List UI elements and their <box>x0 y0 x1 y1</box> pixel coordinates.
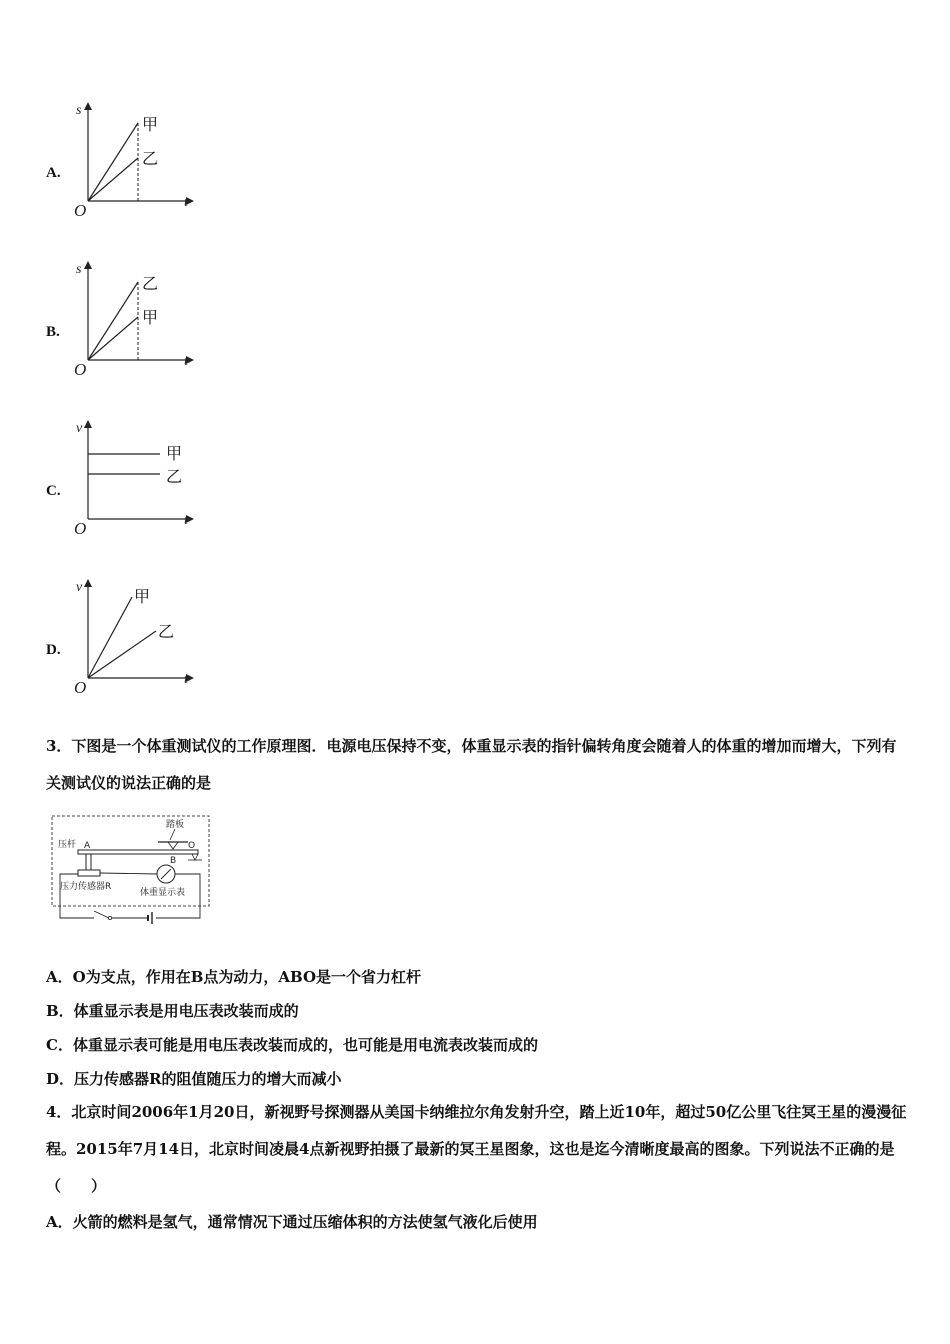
y-axis-label: s <box>76 262 82 277</box>
series-label-2: 乙 <box>142 149 159 168</box>
y-axis-label: v <box>76 580 83 595</box>
x-axis-label: t <box>184 672 188 687</box>
series-line-2 <box>88 158 138 201</box>
q3-circuit-figure <box>48 812 213 932</box>
series-line-2 <box>88 317 138 360</box>
origin-label: O <box>74 519 87 538</box>
sensor-resistor <box>78 870 100 876</box>
y-axis-arrow <box>84 102 92 110</box>
pedal-pointer <box>170 829 175 840</box>
origin-label: O <box>74 201 87 220</box>
point-o-label: O <box>188 841 196 851</box>
q4-choice-a: A．火箭的燃料是氢气，通常情况下通过压缩体积的方法使氢气液化后使用 <box>46 1213 538 1231</box>
dashed-frame <box>52 816 209 906</box>
y-axis-label: s <box>76 103 82 118</box>
series-line-1 <box>88 123 138 201</box>
q3-choice-d: D．压力传感器R的阻值随压力的增大而减小 <box>46 1070 342 1088</box>
series-label-1: 甲 <box>142 115 159 134</box>
series-label-2: 乙 <box>158 622 175 641</box>
fulcrum <box>192 854 198 860</box>
y-axis-arrow <box>84 261 92 269</box>
option-a-label: A. <box>46 165 61 181</box>
series-label-1: 甲 <box>134 587 151 606</box>
option-a-graph <box>68 98 208 218</box>
y-axis-arrow <box>84 579 92 587</box>
origin-label: O <box>74 360 87 379</box>
x-axis-label: t <box>184 195 188 210</box>
q3-choice-b: B．体重显示表是用电压表改装而成的 <box>46 1002 299 1020</box>
series-label-1: 甲 <box>166 444 183 463</box>
series-line-1 <box>88 282 138 360</box>
series-line-2 <box>88 631 156 678</box>
q3-stem: 3．下图是一个体重测试仪的工作原理图．电源电压保持不变，体重显示表的指针偏转角度会随着人的体重的增加而增大，下列有关测试仪的说法正确的是 <box>46 737 897 792</box>
sensor-label: 压力传感器R <box>60 882 112 892</box>
meter-label: 体重显示表 <box>140 888 186 898</box>
series-label-2: 乙 <box>166 467 183 486</box>
q3-choice-a: A．O为支点，作用在B点为动力，ABO是一个省力杠杆 <box>46 968 422 986</box>
y-axis-label: v <box>76 421 83 436</box>
option-d-label: D. <box>46 642 61 658</box>
point-b-label: B <box>170 856 177 866</box>
x-axis-label: t <box>184 354 188 369</box>
meter-needle <box>161 869 171 879</box>
q3-choice-c: C．体重显示表可能是用电压表改装而成的，也可能是用电流表改装而成的 <box>46 1036 538 1054</box>
x-axis-label: t <box>184 513 188 528</box>
point-a-label: A <box>84 841 91 851</box>
lever-bar <box>78 850 198 854</box>
switch-lever <box>94 911 109 918</box>
option-b-graph <box>68 257 208 377</box>
lever-label: 压杆 <box>58 840 77 850</box>
series-line-1 <box>88 597 132 678</box>
y-axis-arrow <box>84 420 92 428</box>
option-d-graph <box>68 575 208 695</box>
option-c-label: C. <box>46 483 61 499</box>
pedal-support <box>168 842 178 849</box>
origin-label: O <box>74 678 87 697</box>
q4-stem: 4．北京时间2006年1月20日，新视野号探测器从美国卡纳维拉尔角发射升空，踏上近10年，超过50亿公里飞往冥王星的漫漫征程。2015年7月14日，北京时间凌晨4点新视野拍摄了最新的冥王星图象，这也是迄今清晰度最高的图象。下列说法不正确的是（ ） <box>46 1103 907 1195</box>
wire-sensor-meter <box>100 873 157 874</box>
pedal-label: 踏板 <box>166 820 185 830</box>
series-label-1: 乙 <box>142 274 159 293</box>
option-c-graph <box>68 416 208 536</box>
wire-left <box>60 874 94 918</box>
option-b-label: B. <box>46 324 60 340</box>
series-label-2: 甲 <box>142 308 159 327</box>
